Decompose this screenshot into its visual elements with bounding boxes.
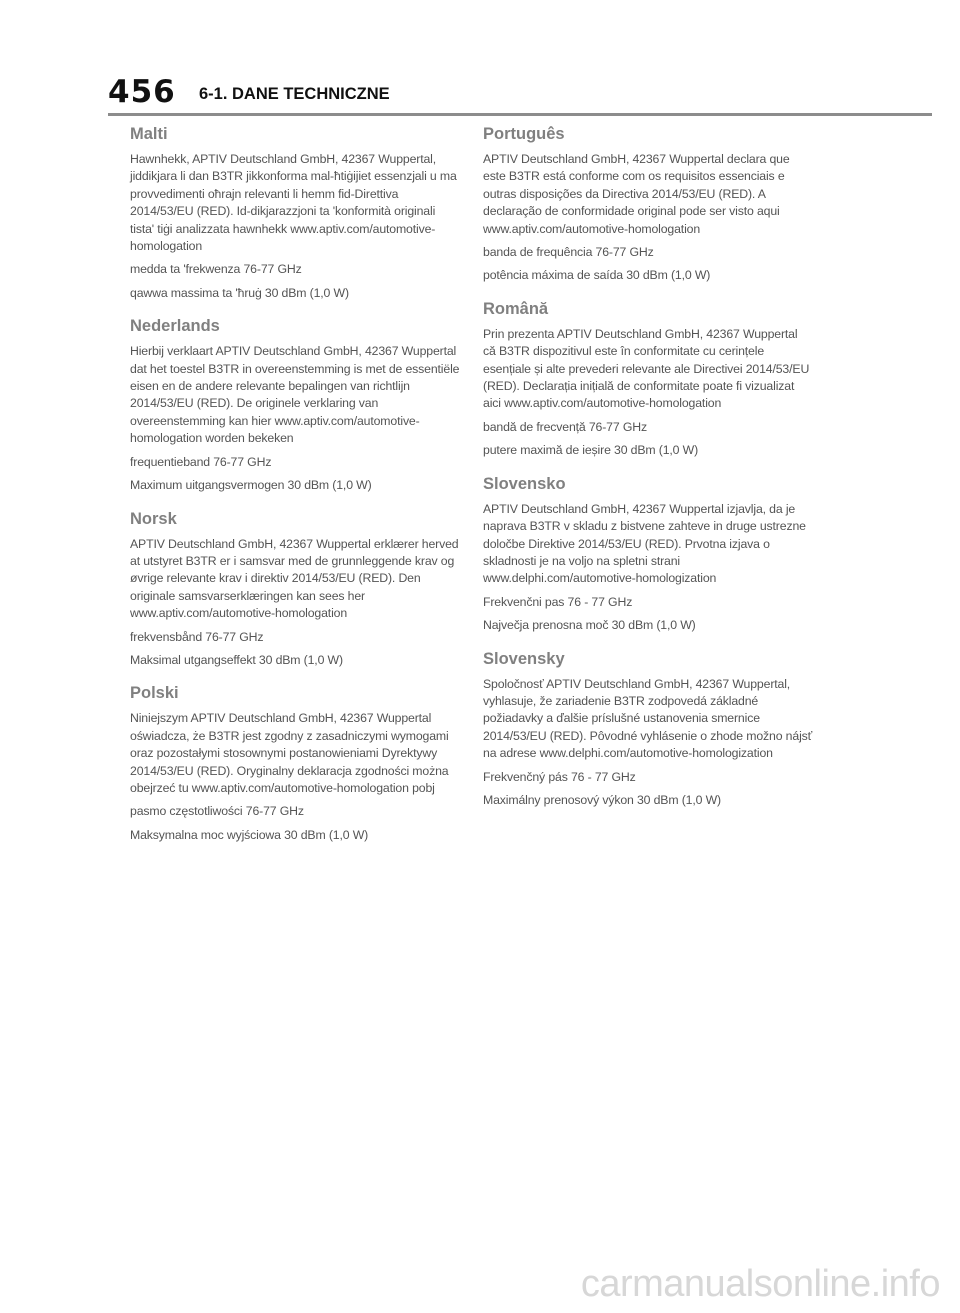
- section-norsk: [130, 507, 460, 670]
- frequency-band: banda de frequência 76-77 GHz: [483, 245, 654, 260]
- section-title: Slovensko: [483, 474, 566, 493]
- section-title: Nederlands: [130, 317, 220, 336]
- section-title: Malti: [130, 125, 168, 143]
- max-power: Maksimal utgangseffekt 30 dBm (1,0 W): [130, 652, 343, 667]
- section-slovensky: [483, 647, 813, 810]
- frequency-band: frequentieband 76-77 GHz: [130, 454, 272, 469]
- frequency-band: pasmo częstotliwości 76-77 GHz: [130, 804, 304, 819]
- declaration-text: APTIV Deutschland GmbH, 42367 Wuppertal declara que este B3TR está conforme com os requisitos essenciais e outras disposições da Directiva 2014/53/EU (RED). A declaração de conformidade original pode ser visto aqui www.aptiv.com/automotive-homologation: [483, 152, 790, 236]
- max-power: Maximum uitgangsvermogen 30 dBm (1,0 W): [130, 478, 372, 493]
- section-nederlands: [130, 314, 460, 494]
- section-title: Slovensky: [483, 649, 565, 668]
- frequency-band: Frekvenčni pas 76 - 77 GHz: [483, 594, 633, 609]
- frequency-band: bandă de frecvență 76-77 GHz: [483, 419, 647, 434]
- max-power: putere maximă de ieșire 30 dBm (1,0 W): [483, 443, 699, 458]
- chapter-title: 6-1. DANE TECHNICZNE: [199, 85, 390, 103]
- frequency-band: medda ta 'frekwenza 76-77 GHz: [130, 262, 302, 277]
- declaration-text: Niniejszym APTIV Deutschland GmbH, 42367 Wuppertal oświadcza, że B3TR jest zgodny z zasadniczymi wymogami oraz pozostałymi stosownymi postanowieniami Dyrektywy 2014/53/EU (RED). Oryginalny deklaracja zgodności można obejrzeć tu www.aptiv.com/automotive-homologation pobj: [130, 711, 449, 795]
- section-title: Română: [483, 299, 549, 318]
- left-column: [130, 122, 460, 850]
- section-polski: [130, 681, 460, 844]
- page-header: [0, 0, 960, 118]
- frequency-band: frekvensbånd 76-77 GHz: [130, 629, 264, 644]
- section-title: Português: [483, 125, 565, 143]
- page-number: 456: [108, 74, 176, 110]
- header-divider: [108, 113, 932, 116]
- max-power: potência máxima de saída 30 dBm (1,0 W): [483, 268, 711, 283]
- section-slovensko: [483, 472, 813, 635]
- max-power: qawwa massima ta 'ħruġ 30 dBm (1,0 W): [130, 285, 349, 300]
- max-power: Največja prenosna moč 30 dBm (1,0 W): [483, 618, 696, 633]
- section-romana: [483, 297, 813, 460]
- declaration-text: Hawnhekk, APTIV Deutschland GmbH, 42367 Wuppertal, jiddikjara li dan B3TR jikkonforma mal-ħtiġijiet essenzjali u ma provvedimenti oħrajn relevanti li hemm fid-Direttiva 2014/53/EU (RED). Id-dikjarazzjoni ta 'konformità originali tista' tiġi analizzata hawnhekk www.aptiv.com/automotive-homologation: [130, 152, 457, 254]
- declaration-text: Prin prezenta APTIV Deutschland GmbH, 42367 Wuppertal că B3TR dispozitivul este în conformitate cu cerințele esențiale și alte prevederi relevante ale Directivei 2014/53/EU (RED). Declarația inițială de conformitate poate fi vizualizat aici www.aptiv.com/automotive-homologation: [483, 326, 810, 411]
- max-power: Maksymalna moc wyjściowa 30 dBm (1,0 W): [130, 827, 369, 842]
- section-malti: [130, 122, 460, 302]
- section-portugues: [483, 122, 813, 285]
- declaration-text: APTIV Deutschland GmbH, 42367 Wuppertal izjavlja, da je naprava B3TR v skladu z bistvene zahteve in druge ustrezne določbe Direktive 2014/53/EU (RED). Prvotna izjava o skladnosti je na voljo na spletni strani www.delphi.com/automotive-homologization: [483, 501, 806, 586]
- section-title: Norsk: [130, 509, 177, 528]
- watermark: carmanualsonline.info: [580, 1263, 940, 1305]
- section-title: Polski: [130, 684, 179, 703]
- right-column: [483, 122, 813, 815]
- declaration-text: Hierbij verklaart APTIV Deutschland GmbH, 42367 Wuppertal dat het toestel B3TR in overeenstemming is met de essentiële eisen en de andere relevante bepalingen van richtlijn 2014/53/EU (RED). De originele verklaring van overeenstemming kan hier www.aptiv.com/automotive-homologation worden bekeken: [130, 344, 460, 446]
- declaration-text: APTIV Deutschland GmbH, 42367 Wuppertal erklærer herved at utstyret B3TR er i samsvar med de grunnleggende krav og øvrige relevante krav i direktiv 2014/53/EU (RED). Den originale samsvarserklæringen kan sees her www.aptiv.com/automotive-homologation: [130, 536, 459, 621]
- max-power: Maximálny prenosový výkon 30 dBm (1,0 W): [483, 792, 721, 807]
- frequency-band: Frekvenčný pás 76 - 77 GHz: [483, 769, 636, 784]
- declaration-text: Spoločnosť APTIV Deutschland GmbH, 42367 Wuppertal, vyhlasuje, že zariadenie B3TR zodpovedá základné požiadavky a ďalšie príslušné ustanovenia smernice 2014/53/EU (RED). Pôvodné vyhlásenie o zhode možno nájsť na adrese www.delphi.com/automotive-homologization: [483, 676, 813, 761]
